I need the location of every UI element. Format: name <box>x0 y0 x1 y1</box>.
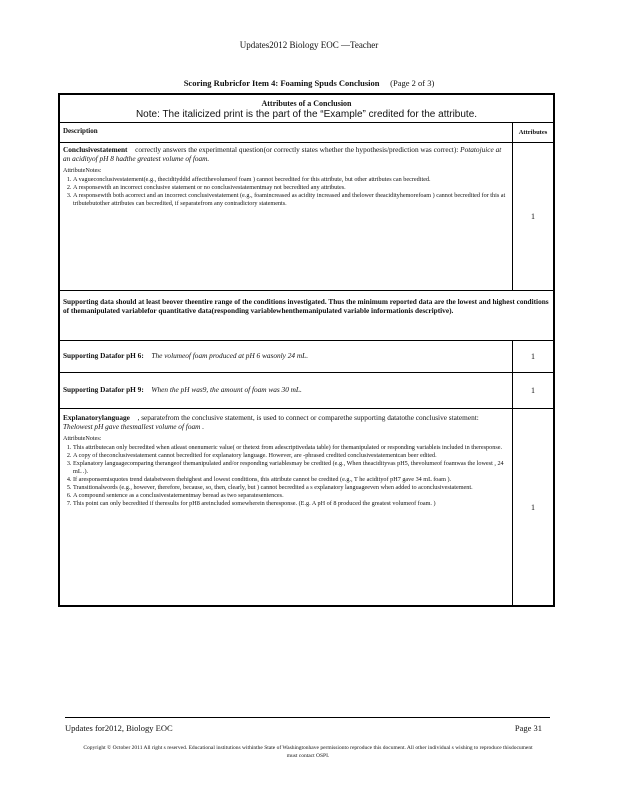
rubric-title: Scoring Rubricfor Item 4: Foaming Spuds Conclusion <box>183 78 380 88</box>
criterion-title: Explanatorylanguage <box>63 413 130 422</box>
table-row <box>60 143 553 291</box>
footer-left: Updates for2012, Biology EOC <box>65 723 173 733</box>
notes-list <box>63 444 509 508</box>
criterion-example: Thelowest pH gave thesmallest volume of foam . <box>63 422 205 431</box>
attributes-title: Attributes of a Conclusion <box>261 99 352 108</box>
criterion-example: Potatojuice at an acidityof pH 8 hadthe greatest volume of foam. <box>63 145 502 163</box>
criterion-text-continued: hypothesis/prediction was correct): <box>355 145 459 154</box>
criterion-text: correctly answers the experimental question(or correctly states whether the <box>135 145 354 154</box>
table-row <box>60 291 553 341</box>
note-item: 3. Explanatory languagecomparing therangeof themanipulated and/or responding variablesmay be credited (e.g., When theacidityvas pH5, thevolumeof foamwas the lowest , 24 mL .). <box>73 460 509 476</box>
rubric-subheader <box>0 78 618 88</box>
criterion-example: When the pH was9, the amount of foam was 30 mL. <box>151 385 302 394</box>
row-description <box>60 143 513 290</box>
description-column-header: Description <box>60 123 513 142</box>
note-item: 3. A responsewith both acorrect and an incorrect conclusivestatement (e.g., foamincreased as acidity increased and thelower theacidityhemorefoam ) cannot becredited for this at tributebutother attributes can becredited, if separatefrom any contradictory statements. <box>73 192 509 208</box>
note-item: 5. Transitionalwords (e.g., however, therefore, because, so, then, clearly, but ) cannot becredited a s explanatory languageeven when added to aconclusivestatement. <box>73 484 509 492</box>
criterion-title: Conclusivestatement <box>63 145 128 154</box>
attribute-points: 1 <box>531 212 535 221</box>
row-description <box>60 409 513 605</box>
note-item: 6. A compound sentence as a conclusivestatementmay beread as two separatesentences. <box>73 492 509 500</box>
column-header-row <box>60 123 553 143</box>
criterion-example: The volumeof foam produced at pH 6 wasonly 24 mL. <box>151 351 309 360</box>
page-number: Page 31 <box>514 723 542 733</box>
criterion-title: Supporting Datafor pH 9: <box>63 385 144 394</box>
table-row <box>60 373 553 409</box>
table-row <box>60 341 553 373</box>
copyright-notice: Copyright © October 2011 All right s reserved. Educational institutions withinthe State of Washingtonhave permissionto reproduce this document. All other individual s wishing to reproduce thisdocument must contact OSPI. <box>83 745 533 759</box>
note-item: 4. If aresponsemisquotes trend databetween thehighest and lowest conditions, this attribute cannot be credited (e.g., T he acidityof pH7 gave 34 mL foam ). <box>73 476 509 484</box>
notes-title: AttributeNotes: <box>63 167 102 174</box>
notes-title: AttributeNotes: <box>63 435 102 442</box>
attribute-points: 1 <box>531 386 535 395</box>
footer-rule <box>65 717 550 718</box>
criterion-title: Supporting Datafor pH 6: <box>63 351 144 360</box>
note-item: 1. This attributecan only becredited when atleast onenumeric value( or thetext from adescriptivedata table) for themanipulated or responding variableis included in theresponse. <box>73 444 509 452</box>
note-item: 1. A vagueconclusivestatement(e.g., thecidityddid affectthevolumeof foam ) cannot becredited for this attribute, but other attributes can becredited. <box>73 176 509 184</box>
notes-list <box>63 176 509 208</box>
row-description <box>60 291 553 340</box>
note-item: 2. A copy of theconclusivestatement cannot becredited for explanatory language. However, are -phrased credited conclusivestatementcan beer edited. <box>73 452 509 460</box>
attributes-banner <box>60 95 553 123</box>
rubric-table <box>58 93 555 607</box>
note-item: 7. This point can only becredited if theresults for pH8 areincluded somewherein theresponse. (E.g. A pH of 8 produced the greatest volumeof foam. ) <box>73 500 509 508</box>
table-row <box>60 409 553 605</box>
row-description <box>60 341 513 372</box>
attribute-points: 1 <box>531 502 535 512</box>
attributes-column-header: Attributes <box>518 129 548 136</box>
criterion-text: , separatefrom the conclusive statement, is used to connect or comparethe supporting datatothe conclusive statement: <box>137 413 479 422</box>
page-marker: (Page 2 of 3) <box>390 78 435 88</box>
attributes-note: Note: The italicized print is the part of the “Example” credited for the attribute. <box>135 109 478 120</box>
attribute-points: 1 <box>531 352 535 361</box>
note-item: 2. A responsewith an incorrect conclusive statement or no conclusivestatementmay not becredited any attributes. <box>73 184 509 192</box>
page-footer <box>65 723 550 733</box>
page-header: Updates2012 Biology EOC —Teacher <box>239 40 379 50</box>
criterion-title: Supporting data should at least beover theentire range of the conditions investigated. Thus the minimum reported data are the lowest and highest conditions of themanipulated variablefor quantitative data(responding variablewhenthemanipulated variable informationis descriptive). <box>63 297 549 315</box>
row-description <box>60 373 513 408</box>
